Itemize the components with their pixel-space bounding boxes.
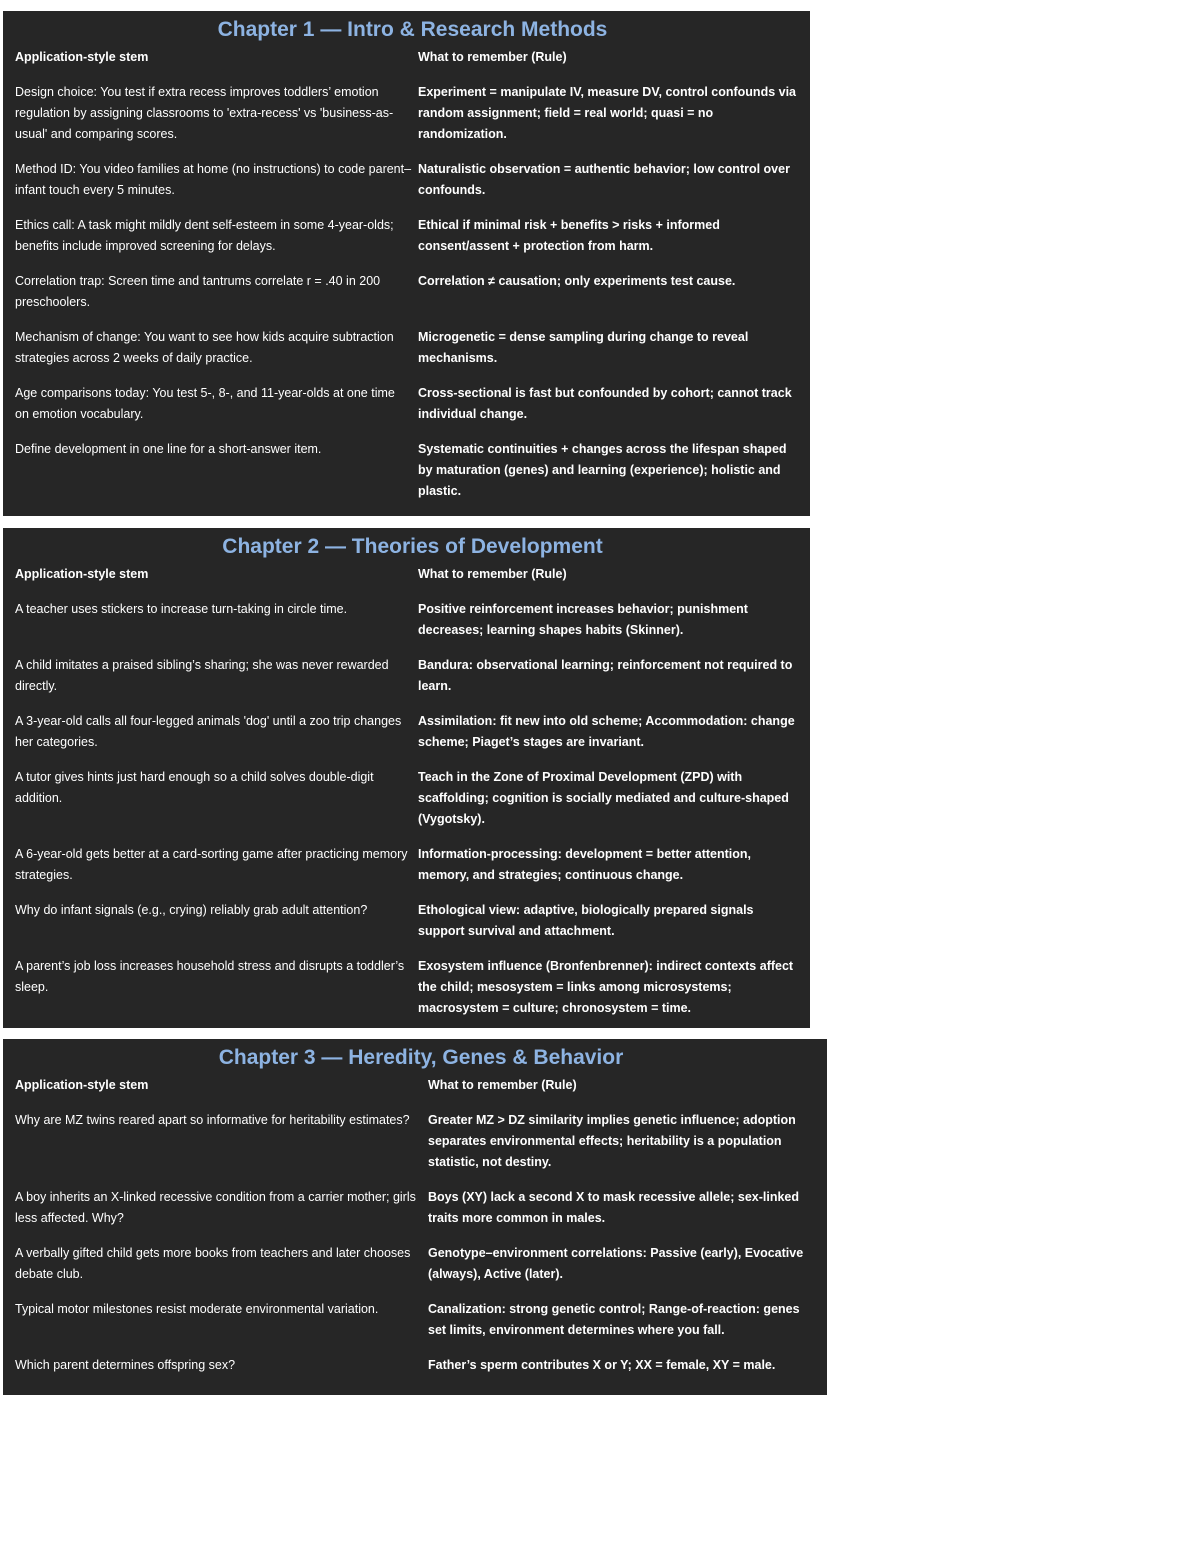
chapter-2-title: Chapter 2 — Theories of Development xyxy=(222,535,603,558)
rule-text: Ethological view: adaptive, biologically prepared signals support survival and attachment. xyxy=(418,903,754,938)
chapter-2-header-row xyxy=(15,564,810,585)
stem-text: Typical motor milestones resist moderate environmental variation. xyxy=(15,1302,379,1316)
stem-text: Age comparisons today: You test 5-, 8-, and 11-year-olds at one time on emotion vocabulary. xyxy=(15,386,395,421)
table-row xyxy=(15,439,810,502)
stem-text: A verbally gifted child gets more books from teachers and later chooses debate club. xyxy=(15,1246,411,1281)
stem-text: A parent’s job loss increases household stress and disrupts a toddler’s sleep. xyxy=(15,959,405,994)
table-row xyxy=(15,767,810,830)
chapter-1-header-row xyxy=(15,47,810,68)
table-row xyxy=(15,327,810,369)
stem-text: A 3-year-old calls all four-legged animals 'dog' until a zoo trip changes her categories. xyxy=(15,714,402,749)
chapter-3-panel xyxy=(3,1039,827,1395)
stem-text: Mechanism of change: You want to see how kids acquire subtraction strategies across 2 weeks of daily practice. xyxy=(15,330,394,365)
chapter-2-panel xyxy=(3,528,810,1028)
column-header-rule: What to remember (Rule) xyxy=(418,567,567,581)
chapter-3-header-row xyxy=(15,1075,827,1096)
stem-text: Correlation trap: Screen time and tantrums correlate r = .40 in 200 preschoolers. xyxy=(15,274,381,309)
table-row xyxy=(15,159,810,201)
table-row xyxy=(15,844,810,886)
table-row xyxy=(15,599,810,641)
rule-text: Teach in the Zone of Proximal Development (ZPD) with scaffolding; cognition is socially mediated and culture-shaped (Vygotsky). xyxy=(418,770,789,826)
table-row xyxy=(15,956,810,1019)
rule-text: Boys (XY) lack a second X to mask recessive allele; sex-linked traits more common in males. xyxy=(428,1190,800,1225)
table-row xyxy=(15,1187,827,1229)
rule-text: Microgenetic = dense sampling during change to reveal mechanisms. xyxy=(418,330,749,365)
stem-text: Design choice: You test if extra recess improves toddlers’ emotion regulation by assigning classrooms to 'extra-recess' vs 'business-as-usual' and comparing scores. xyxy=(15,85,394,141)
rule-text: Information-processing: development = better attention, memory, and strategies; continuous change. xyxy=(418,847,752,882)
chapter-1-panel xyxy=(3,11,810,516)
rule-text: Correlation ≠ causation; only experiments test cause. xyxy=(418,274,736,288)
table-row xyxy=(15,1110,827,1173)
stem-text: A boy inherits an X-linked recessive condition from a carrier mother; girls less affected. Why? xyxy=(15,1190,416,1225)
rule-text: Naturalistic observation = authentic behavior; low control over confounds. xyxy=(418,162,790,197)
rule-text: Exosystem influence (Bronfenbrenner): indirect contexts affect the child; mesosystem = links among microsystems; macrosystem = culture; chronosystem = time. xyxy=(418,959,794,1015)
rule-text: Experiment = manipulate IV, measure DV, control confounds via random assignment; field = real world; quasi = no randomization. xyxy=(418,85,797,141)
column-header-stem: Application-style stem xyxy=(15,567,149,581)
chapter-1-title: Chapter 1 — Intro & Research Methods xyxy=(217,18,608,41)
rule-text: Greater MZ > DZ similarity implies genetic influence; adoption separates environmental effects; heritability is a population statistic, not destiny. xyxy=(428,1113,796,1169)
table-row xyxy=(15,271,810,313)
chapter-3-title: Chapter 3 — Heredity, Genes & Behavior xyxy=(218,1046,624,1069)
stem-text: Ethics call: A task might mildly dent self-esteem in some 4-year-olds; benefits include improved screening for delays. xyxy=(15,218,394,253)
rule-text: Positive reinforcement increases behavior; punishment decreases; learning shapes habits (Skinner). xyxy=(418,602,748,637)
table-row xyxy=(15,655,810,697)
table-row xyxy=(15,215,810,257)
rule-text: Cross-sectional is fast but confounded by cohort; cannot track individual change. xyxy=(418,386,792,421)
table-row xyxy=(15,82,810,145)
stem-text: Method ID: You video families at home (no instructions) to code parent–infant touch every 5 minutes. xyxy=(15,162,412,197)
column-header-rule: What to remember (Rule) xyxy=(418,50,567,64)
table-row xyxy=(15,1355,827,1376)
stem-text: A tutor gives hints just hard enough so a child solves double-digit addition. xyxy=(15,770,374,805)
stem-text: Why do infant signals (e.g., crying) reliably grab adult attention? xyxy=(15,903,368,917)
table-row xyxy=(15,711,810,753)
rule-text: Assimilation: fit new into old scheme; Accommodation: change scheme; Piaget’s stages are invariant. xyxy=(418,714,795,749)
column-header-rule: What to remember (Rule) xyxy=(428,1078,577,1092)
rule-text: Ethical if minimal risk + benefits > risks + informed consent/assent + protection from harm. xyxy=(418,218,720,253)
table-row xyxy=(15,1243,827,1285)
stem-text: Which parent determines offspring sex? xyxy=(15,1358,236,1372)
table-row xyxy=(15,1299,827,1341)
rule-text: Father’s sperm contributes X or Y; XX = female, XY = male. xyxy=(428,1358,776,1372)
stem-text: A teacher uses stickers to increase turn-taking in circle time. xyxy=(15,602,348,616)
table-row xyxy=(15,383,810,425)
table-row xyxy=(15,900,810,942)
stem-text: Define development in one line for a short-answer item. xyxy=(15,442,322,456)
stem-text: A 6-year-old gets better at a card-sorting game after practicing memory strategies. xyxy=(15,847,408,882)
stem-text: A child imitates a praised sibling’s sharing; she was never rewarded directly. xyxy=(15,658,389,693)
column-header-stem: Application-style stem xyxy=(15,1078,149,1092)
rule-text: Canalization: strong genetic control; Range-of-reaction: genes set limits, environment determines where you fall. xyxy=(428,1302,800,1337)
rule-text: Genotype–environment correlations: Passive (early), Evocative (always), Active (later). xyxy=(428,1246,804,1281)
stem-text: Why are MZ twins reared apart so informative for heritability estimates? xyxy=(15,1113,410,1127)
rule-text: Systematic continuities + changes across the lifespan shaped by maturation (genes) and learning (experience); holistic and plastic. xyxy=(418,442,787,498)
rule-text: Bandura: observational learning; reinforcement not required to learn. xyxy=(418,658,793,693)
column-header-stem: Application-style stem xyxy=(15,50,149,64)
